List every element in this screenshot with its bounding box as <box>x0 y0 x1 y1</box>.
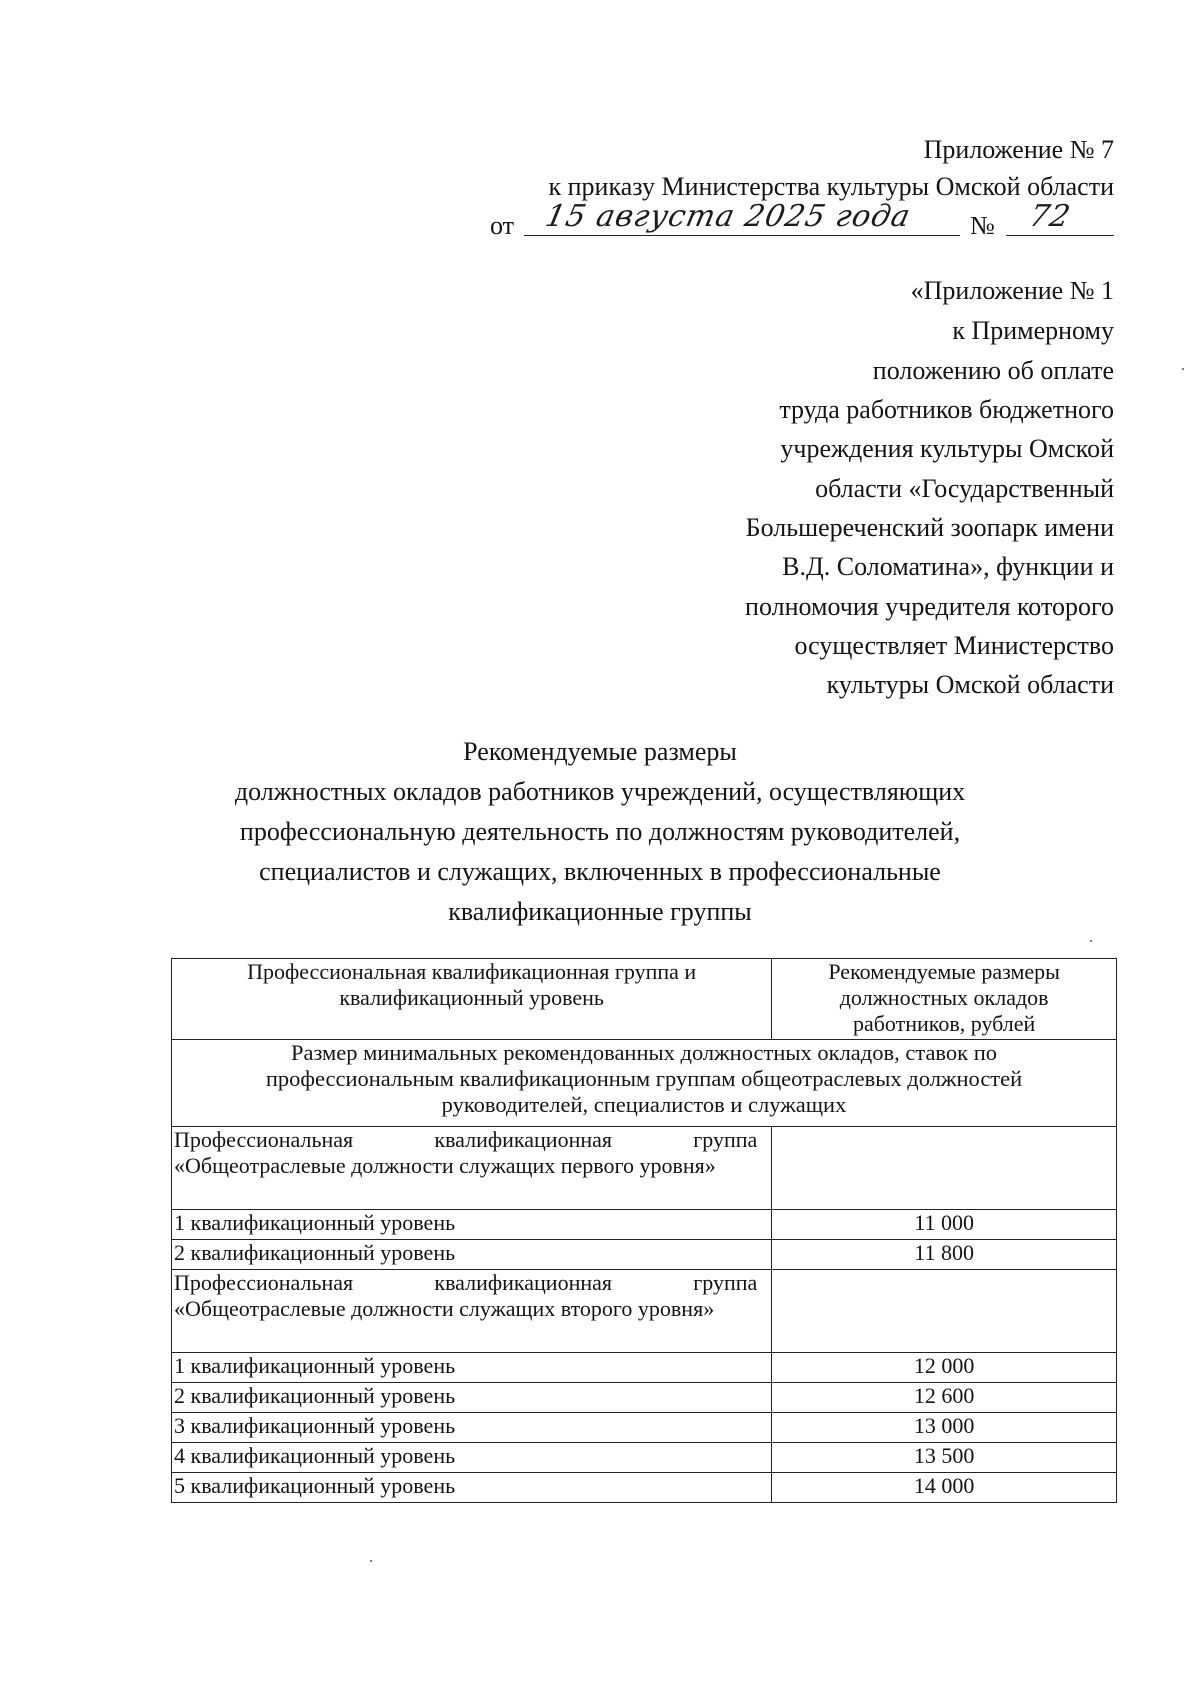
salary-value: 11 000 <box>772 1210 1117 1240</box>
title-line-1: Рекомендуемые размеры <box>463 737 737 766</box>
order-date-line <box>490 199 1114 245</box>
number-prefix: № <box>970 211 995 240</box>
group-1-name: Профессиональная квалификационная группа «Общеотраслевые должности служащих первого уровня» <box>172 1127 772 1210</box>
subheader-line-1: «Приложение № 1 <box>910 276 1114 305</box>
title-line-4: специалистов и служащих, включенных в профессиональные <box>259 857 941 886</box>
subheader-line-9: полномочия учредителя которого <box>745 592 1114 621</box>
table-row <box>172 1383 1117 1413</box>
subheader-line-10: осуществляет Министерство <box>794 631 1114 660</box>
group-1-value <box>772 1127 1117 1210</box>
title-line-2: должностных окладов работников учреждений, осуществляющих <box>234 777 966 806</box>
title-line-5: квалификационные группы <box>448 897 752 926</box>
order-line: к приказу Министерства культуры Омской области <box>548 172 1114 201</box>
subheader-line-11: культуры Омской области <box>826 670 1114 699</box>
span-row <box>172 1040 1117 1127</box>
subheader-line-3: положению об оплате <box>872 356 1114 385</box>
table-row <box>172 1413 1117 1443</box>
subheader-line-4: труда работников бюджетного <box>779 395 1114 424</box>
scan-speck <box>1182 368 1184 370</box>
salary-value: 13 500 <box>772 1443 1117 1473</box>
level-label: 2 квалификационный уровень <box>172 1383 772 1413</box>
level-label: 1 квалификационный уровень <box>172 1353 772 1383</box>
group-2-name: Профессиональная квалификационная группа «Общеотраслевые должности служащих второго уровня» <box>172 1270 772 1353</box>
level-label: 5 квалификационный уровень <box>172 1473 772 1503</box>
table-row <box>172 1443 1117 1473</box>
table-header-row <box>172 959 1117 1040</box>
salary-table <box>171 958 1117 1503</box>
subheader-line-2: к Примерному <box>952 316 1114 345</box>
title-line-3: профессиональную деятельность по должностям руководителей, <box>239 817 961 846</box>
span-row-text: Размер минимальных рекомендованных должностных окладов, ставок по профессиональным квалификационным группам общеотраслевых должностей руководителей, специалистов и служащих <box>172 1040 1117 1127</box>
salary-value: 14 000 <box>772 1473 1117 1503</box>
salary-value: 12 000 <box>772 1353 1117 1383</box>
col1-header: Профессиональная квалификационная группа и квалификационный уровень <box>172 959 772 1040</box>
table-row <box>172 1210 1117 1240</box>
appendix-line: Приложение № 7 <box>923 135 1114 164</box>
group-2-value <box>772 1270 1117 1353</box>
salary-value: 12 600 <box>772 1383 1117 1413</box>
subheader-line-7: Большереченский зоопарк имени <box>745 513 1114 542</box>
group-row <box>172 1270 1117 1353</box>
date-prefix: от <box>490 211 515 240</box>
handwritten-date: 15 августа 2025 года <box>542 199 915 234</box>
salary-value: 11 800 <box>772 1240 1117 1270</box>
level-label: 2 квалификационный уровень <box>172 1240 772 1270</box>
subheader-line-8: В.Д. Соломатина», функции и <box>782 552 1114 581</box>
subheader-line-6: области «Государственный <box>815 474 1114 503</box>
handwritten-number: 72 <box>1026 199 1074 234</box>
salary-value: 13 000 <box>772 1413 1117 1443</box>
scan-speck <box>1090 940 1092 942</box>
scan-speck <box>370 1560 372 1562</box>
group-row <box>172 1127 1117 1210</box>
level-label: 1 квалификационный уровень <box>172 1210 772 1240</box>
subheader-line-5: учреждения культуры Омской <box>780 434 1114 463</box>
table-row <box>172 1473 1117 1503</box>
level-label: 3 квалификационный уровень <box>172 1413 772 1443</box>
table-row <box>172 1240 1117 1270</box>
level-label: 4 квалификационный уровень <box>172 1443 772 1473</box>
table-row <box>172 1353 1117 1383</box>
col2-header: Рекомендуемые размеры должностных окладов работников, рублей <box>772 959 1117 1040</box>
